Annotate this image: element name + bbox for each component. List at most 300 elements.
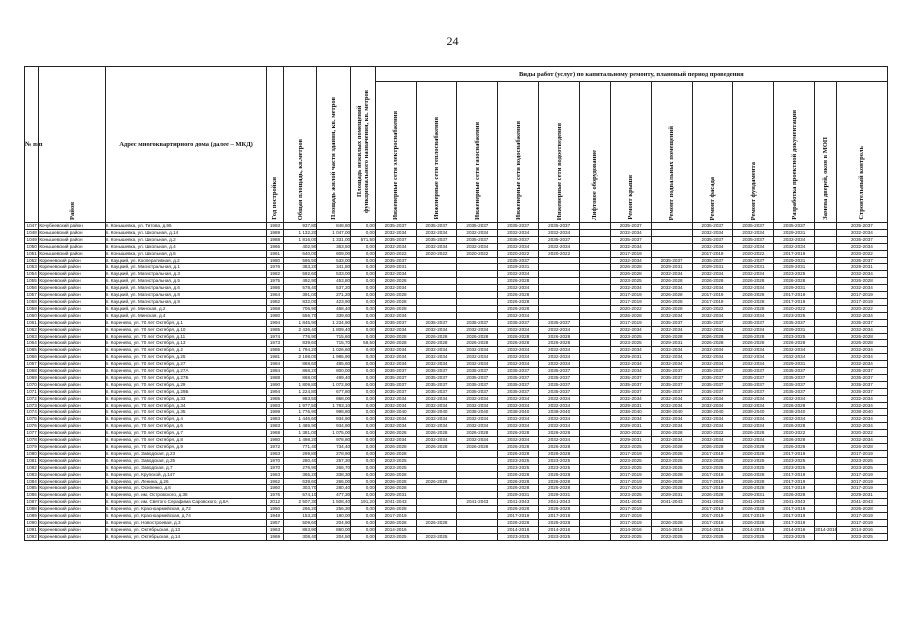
row-work-period: 2035-2037 (836, 236, 887, 243)
row-work-period: 2023-2025 (733, 457, 774, 464)
table-row (25, 312, 888, 319)
row-work-period: 2023-2025 (774, 333, 815, 340)
row-work-period: 2023-2025 (610, 464, 651, 471)
row-work-period: 2035-2037 (375, 374, 416, 381)
row-work-period: 2020-2022 (457, 250, 498, 257)
row-work-period: 2032-2034 (416, 347, 457, 354)
row-work-period: 2035-2037 (457, 368, 498, 375)
row-work-period: 2032-2034 (651, 347, 692, 354)
row-public-area: 0,00 (351, 485, 376, 492)
table-row (25, 478, 888, 485)
row-work-period (815, 271, 836, 278)
row-work-period: 2026-2028 (836, 340, 887, 347)
row-work-period: 2035-2037 (651, 374, 692, 381)
row-work-period: 2026-2028 (733, 333, 774, 340)
row-number: 1060 (25, 312, 39, 319)
row-work-period: 2035-2037 (498, 223, 539, 230)
row-address: п. Коренево, ул. 70 лет Октября, д.29 (105, 381, 267, 388)
row-work-period (416, 271, 457, 278)
row-living-area: 339,60 (317, 312, 351, 319)
row-year-built: 1994 (267, 319, 283, 326)
row-work-period: 2029-2031 (610, 437, 651, 444)
row-year-built: 1985 (267, 326, 283, 333)
row-work-period (815, 340, 836, 347)
row-address: п. Коренево, ул. Осипенко, д.6 (105, 485, 267, 492)
row-public-area: 0,00 (351, 312, 376, 319)
row-work-period (580, 257, 611, 264)
row-work-period: 2032-2034 (457, 326, 498, 333)
row-district: Кореневский район (39, 499, 105, 506)
row-year-built: 1994 (267, 388, 283, 395)
row-district: Кореневский район (39, 347, 105, 354)
row-work-period: 2026-2028 (375, 478, 416, 485)
row-work-period (457, 285, 498, 292)
table-row (25, 354, 888, 361)
row-public-area: 0,00 (351, 368, 376, 375)
row-work-period: 2023-2025 (733, 464, 774, 471)
row-year-built: 1985 (267, 395, 283, 402)
row-work-period: 2035-2037 (416, 223, 457, 230)
header-work-gas: Инженерные сети газоснабжения (457, 82, 498, 223)
row-work-period: 2035-2037 (836, 257, 887, 264)
row-address: п. Коренево, ул. 70 лет Октября, д.27А (105, 368, 267, 375)
row-work-period: 2026-2028 (610, 312, 651, 319)
row-district: Кореневский район (39, 437, 105, 444)
row-work-period: 2026-2028 (498, 340, 539, 347)
row-work-period: 2032-2034 (498, 347, 539, 354)
row-address: п. Конышевка, ул. Школьная, д.4 (105, 243, 267, 250)
row-work-period: 2035-2037 (836, 368, 887, 375)
row-work-period: 2032-2034 (539, 326, 580, 333)
row-work-period (416, 312, 457, 319)
row-district: Кореневский район (39, 423, 105, 430)
row-work-period: 2032-2034 (692, 326, 733, 333)
row-public-area: 0,00 (351, 271, 376, 278)
row-work-period: 2023-2025 (610, 278, 651, 285)
row-address: п. Коренево, ул. 70 лет Октября, д.35 (105, 409, 267, 416)
row-district: Кореневский район (39, 319, 105, 326)
row-address: п. Кауцкий, ул. Минская, д.4 (105, 312, 267, 319)
row-year-built: 1963 (267, 526, 283, 533)
row-work-period: 2026-2028 (774, 492, 815, 499)
row-work-period: 2023-2025 (610, 444, 651, 451)
row-work-period: 2035-2037 (774, 381, 815, 388)
row-address: п. Коренево, ул. Октябрьская, д.13 (105, 526, 267, 533)
table-row (25, 381, 888, 388)
row-work-period: 2035-2037 (375, 223, 416, 230)
row-total-area: 492,90 (283, 278, 317, 285)
row-work-period (580, 471, 611, 478)
row-year-built: 1983 (267, 423, 283, 430)
row-work-period: 2017-2019 (774, 450, 815, 457)
row-district: Кореневский район (39, 388, 105, 395)
row-work-period: 2035-2037 (375, 381, 416, 388)
row-work-period: 2023-2025 (375, 464, 416, 471)
row-work-period: 2035-2037 (733, 368, 774, 375)
row-district: Кореневский район (39, 526, 105, 533)
row-work-period (539, 298, 580, 305)
row-work-period: 2035-2037 (733, 381, 774, 388)
row-public-area: 0,00 (351, 285, 376, 292)
row-work-period: 2032-2034 (375, 416, 416, 423)
row-year-built: 1988 (267, 236, 283, 243)
row-address: п. Коренево, ул. Ленина, д.26 (105, 478, 267, 485)
row-work-period: 2014-2016 (836, 526, 887, 533)
row-work-period: 2035-2037 (416, 388, 457, 395)
table-row (25, 464, 888, 471)
row-work-period: 2038-2040 (692, 409, 733, 416)
row-work-period: 2026-2028 (774, 444, 815, 451)
header-work-heating: Инженерные сети теплоснабжения (416, 82, 457, 223)
row-work-period: 2017-2019 (774, 298, 815, 305)
row-work-period: 2026-2028 (498, 506, 539, 513)
row-work-period: 2032-2034 (610, 243, 651, 250)
row-district: Кореневский район (39, 416, 105, 423)
row-work-period: 2014-2016 (774, 526, 815, 533)
row-year-built: 1962 (267, 478, 283, 485)
row-work-period: 2017-2019 (692, 250, 733, 257)
row-work-period: 2032-2034 (692, 271, 733, 278)
row-number: 1070 (25, 381, 39, 388)
row-work-period: 2032-2034 (457, 229, 498, 236)
row-work-period: 2035-2037 (651, 257, 692, 264)
row-work-period: 2035-2037 (498, 388, 539, 395)
row-work-period: 2017-2019 (836, 292, 887, 299)
row-district: Кореневский район (39, 533, 105, 540)
row-total-area: 509,60 (283, 519, 317, 526)
row-work-period (416, 292, 457, 299)
row-work-period: 2017-2019 (539, 513, 580, 520)
row-work-period: 2035-2037 (692, 374, 733, 381)
row-work-period: 2026-2028 (733, 298, 774, 305)
row-work-period: 2026-2028 (457, 340, 498, 347)
row-number: 1067 (25, 361, 39, 368)
row-work-period: 2026-2028 (733, 340, 774, 347)
row-work-period (539, 278, 580, 285)
row-total-area: 706,90 (283, 305, 317, 312)
row-work-period (815, 478, 836, 485)
table-row (25, 292, 888, 299)
row-living-area: 341,80 (317, 264, 351, 271)
row-work-period: 2026-2028 (774, 437, 815, 444)
row-district: Кореневский район (39, 381, 105, 388)
row-work-period: 2032-2034 (692, 437, 733, 444)
row-work-period: 2017-2019 (836, 478, 887, 485)
row-public-area: 0,00 (351, 450, 376, 457)
row-work-period: 2041-2043 (457, 499, 498, 506)
row-work-period: 2014-2016 (815, 526, 838, 532)
row-work-period: 2038-2040 (610, 409, 651, 416)
row-work-period: 2032-2034 (498, 285, 539, 292)
row-year-built: 1964 (267, 292, 283, 299)
row-work-period: 2032-2034 (457, 347, 498, 354)
row-work-period: 2032-2034 (836, 416, 887, 423)
row-work-period: 2023-2025 (692, 533, 733, 540)
row-work-period: 2032-2034 (457, 395, 498, 402)
row-work-period: 2017-2019 (836, 450, 887, 457)
row-work-period: 2032-2034 (610, 368, 651, 375)
table-row (25, 257, 888, 264)
row-work-period (580, 485, 611, 492)
row-work-period: 2041-2043 (733, 499, 774, 506)
row-work-period (539, 257, 580, 264)
row-work-period: 2032-2034 (457, 416, 498, 423)
row-work-period (580, 381, 611, 388)
row-living-area: 468,40 (317, 305, 351, 312)
row-work-period (651, 513, 692, 520)
row-work-period (815, 402, 836, 409)
row-work-period: 2017-2019 (610, 506, 651, 513)
row-work-period: 2032-2034 (375, 285, 416, 292)
row-work-period: 2014-2016 (692, 526, 733, 533)
row-work-period: 2026-2028 (651, 333, 692, 340)
row-work-period: 2032-2034 (375, 423, 416, 430)
table-row (25, 457, 888, 464)
row-work-period: 2032-2034 (498, 402, 539, 409)
row-work-period: 2032-2034 (836, 423, 887, 430)
row-work-period: 2041-2043 (836, 499, 887, 506)
row-living-area: 1 026,60 (317, 347, 351, 354)
row-public-area: 0,00 (351, 361, 376, 368)
row-year-built: 1999 (267, 409, 283, 416)
table-row (25, 223, 888, 230)
row-number: 1072 (25, 395, 39, 402)
row-public-area: 58,50 (351, 340, 376, 347)
row-work-period (580, 409, 611, 416)
row-public-area: 0,00 (351, 492, 376, 499)
row-work-period: 2017-2019 (692, 471, 733, 478)
row-work-period: 2029-2031 (498, 264, 539, 271)
row-living-area: 485,60 (317, 361, 351, 368)
row-total-area: 266,20 (283, 506, 317, 513)
row-total-area: 308,40 (283, 533, 317, 540)
row-address: п. Коренево, ул. 70 лет Октября, д.6 (105, 423, 267, 430)
row-work-period: 2032-2034 (457, 423, 498, 430)
row-address: п. Коренево, ул. 70 лет Октября, д.13 (105, 340, 267, 347)
row-work-period: 2023-2025 (836, 533, 887, 540)
row-number: 1088 (25, 506, 39, 513)
row-work-period (815, 492, 836, 499)
row-work-period (416, 485, 457, 492)
row-address: п. Коренево, ул. Новостроевая, д.3 (105, 519, 267, 526)
row-work-period: 2032-2034 (774, 243, 815, 250)
row-district: Кочубеевский район (39, 223, 105, 230)
row-work-period: 2035-2037 (692, 257, 733, 264)
row-work-period: 2035-2037 (610, 388, 651, 395)
row-work-period: 2026-2028 (539, 333, 580, 340)
row-work-period: 2032-2034 (692, 285, 733, 292)
row-work-period: 2032-2034 (416, 229, 457, 236)
header-work-sewer: Инженерные сети водоотведения (539, 82, 580, 223)
row-work-period: 2035-2037 (610, 223, 651, 230)
row-work-period: 2023-2025 (733, 533, 774, 540)
row-living-area: 1 075,00 (317, 430, 351, 437)
row-work-period: 2026-2028 (416, 430, 457, 437)
row-work-period: 2032-2034 (539, 347, 580, 354)
row-work-period (457, 471, 498, 478)
row-living-area: 533,00 (317, 257, 351, 264)
row-work-period (651, 250, 692, 257)
row-work-period: 2035-2037 (416, 374, 457, 381)
row-work-period: 2026-2028 (651, 305, 692, 312)
table-row (25, 236, 888, 243)
row-work-period: 2041-2043 (498, 499, 539, 506)
row-work-period: 2035-2037 (539, 223, 580, 230)
row-number: 1077 (25, 430, 39, 437)
row-work-period: 2035-2037 (692, 368, 733, 375)
table-row (25, 326, 888, 333)
row-work-period: 2032-2034 (733, 326, 774, 333)
row-work-period (580, 340, 611, 347)
row-work-period: 2020-2022 (836, 250, 887, 257)
row-work-period: 2035-2037 (539, 381, 580, 388)
row-work-period: 2026-2028 (692, 444, 733, 451)
table-row (25, 388, 888, 395)
row-address: п. Коренево, ул. 70 лет Октября, д.27Б (105, 374, 267, 381)
row-living-area: 998,80 (317, 409, 351, 416)
row-living-area: 715,70 (317, 340, 351, 347)
table-row (25, 264, 888, 271)
row-work-period: 2032-2034 (733, 402, 774, 409)
row-work-period: 2029-2031 (610, 402, 651, 409)
table-row (25, 278, 888, 285)
row-work-period: 2032-2034 (539, 402, 580, 409)
row-work-period: 2026-2028 (375, 519, 416, 526)
row-public-area: 0,00 (351, 526, 376, 533)
row-work-period: 2035-2037 (498, 236, 539, 243)
header-work-water: Инженерные сети водоснабжения (498, 82, 539, 223)
row-living-area: 453,80 (317, 278, 351, 285)
table-row (25, 229, 888, 236)
row-work-period: 2026-2028 (539, 485, 580, 492)
row-work-period: 2026-2028 (498, 444, 539, 451)
row-number: 1069 (25, 374, 39, 381)
row-district: Кореневский район (39, 285, 105, 292)
row-work-period: 2017-2019 (692, 450, 733, 457)
row-work-period: 2038-2040 (375, 409, 416, 416)
row-work-period: 2032-2034 (610, 326, 651, 333)
row-work-period: 2035-2037 (375, 319, 416, 326)
table-row (25, 250, 888, 257)
row-address: п. Коренево, ул. Красноармейская, д.72 (105, 506, 267, 513)
row-work-period: 2026-2028 (539, 340, 580, 347)
row-work-period: 2017-2019 (610, 478, 651, 485)
row-district: Кореневский район (39, 485, 105, 492)
row-work-period: 2017-2019 (692, 513, 733, 520)
row-total-area: 983,50 (283, 395, 317, 402)
header-address: Адрес многоквартирного дома (далее – МКД) (105, 67, 267, 223)
row-district: Кореневский район (39, 430, 105, 437)
row-work-period (580, 298, 611, 305)
row-work-period: 2026-2028 (692, 333, 733, 340)
row-number: 1059 (25, 305, 39, 312)
row-work-period: 2023-2025 (651, 464, 692, 471)
row-year-built: 1970 (267, 464, 283, 471)
row-living-area: 934,90 (317, 416, 351, 423)
row-work-period (580, 347, 611, 354)
row-year-built: 1984 (267, 368, 283, 375)
row-work-period (580, 478, 611, 485)
row-work-period: 2032-2034 (774, 395, 815, 402)
row-public-area: 0,00 (351, 464, 376, 471)
row-public-area: 0,00 (351, 478, 376, 485)
header-living-area: Площадь жилой части здания, кв. метров (317, 67, 351, 223)
row-work-period: 2023-2025 (539, 464, 580, 471)
row-number: 1079 (25, 444, 39, 451)
row-work-period: 2035-2037 (610, 236, 651, 243)
row-work-period: 2038-2040 (539, 409, 580, 416)
row-year-built: 2012 (267, 499, 283, 506)
row-work-period (580, 243, 611, 250)
row-work-period: 2035-2037 (539, 368, 580, 375)
row-work-period: 2023-2025 (774, 271, 815, 278)
row-number: 1056 (25, 285, 39, 292)
row-work-period: 2017-2019 (610, 471, 651, 478)
row-number: 1048 (25, 229, 39, 236)
row-address: п. Кауцкий, ул. Магистральная, д.8 (105, 292, 267, 299)
header-public-area: Площадь нежилых помещений функционального назначения, кв. метров (351, 67, 376, 223)
row-work-period (815, 229, 836, 236)
row-total-area: 2 507,30 (283, 499, 317, 506)
row-district: Кореневский район (39, 264, 105, 271)
row-work-period: 2032-2034 (836, 326, 887, 333)
row-work-period (416, 264, 457, 271)
row-district: Кореневский район (39, 513, 105, 520)
row-work-period (815, 485, 836, 492)
row-address: п. Кауцкий, ул. Магистральная, д.6 (105, 285, 267, 292)
row-work-period (580, 402, 611, 409)
row-work-period: 2014-2016 (375, 526, 416, 533)
row-year-built: 1948 (267, 513, 283, 520)
row-address: п. Конышевка, ул. Школьная, д.2 (105, 236, 267, 243)
row-work-period: 2026-2028 (774, 423, 815, 430)
row-total-area: 2 198,00 (283, 354, 317, 361)
row-total-area: 276,90 (283, 464, 317, 471)
row-work-period (457, 312, 498, 319)
table-row (25, 526, 888, 533)
row-work-period (457, 264, 498, 271)
row-address: п. Коренево, ул. 70 лет Октября, д.8 (105, 437, 267, 444)
row-public-area: 0,00 (351, 506, 376, 513)
row-work-period: 2035-2037 (692, 388, 733, 395)
row-work-period: 2032-2034 (375, 354, 416, 361)
row-work-period: 2023-2025 (692, 457, 733, 464)
row-work-period (580, 450, 611, 457)
row-year-built: 1989 (267, 229, 283, 236)
row-work-period: 2017-2019 (692, 506, 733, 513)
row-living-area: 848,80 (317, 223, 351, 230)
table-row (25, 416, 888, 423)
row-work-period: 2032-2034 (733, 361, 774, 368)
row-work-period: 2026-2028 (539, 471, 580, 478)
table-row (25, 430, 888, 437)
table-row (25, 340, 888, 347)
row-total-area: 303,70 (283, 485, 317, 492)
row-work-period (580, 271, 611, 278)
row-work-period: 2035-2037 (692, 236, 733, 243)
row-work-period: 2032-2034 (416, 437, 457, 444)
row-work-period: 2035-2037 (498, 381, 539, 388)
row-total-area: 937,80 (283, 223, 317, 230)
row-work-period: 2032-2034 (692, 243, 733, 250)
row-public-area: 0,00 (351, 409, 376, 416)
table-row (25, 361, 888, 368)
row-year-built: 1961 (267, 250, 283, 257)
row-work-period (815, 278, 836, 285)
row-work-period: 2026-2028 (498, 292, 539, 299)
row-work-period: 2032-2034 (498, 312, 539, 319)
row-living-area: 278,90 (317, 450, 351, 457)
